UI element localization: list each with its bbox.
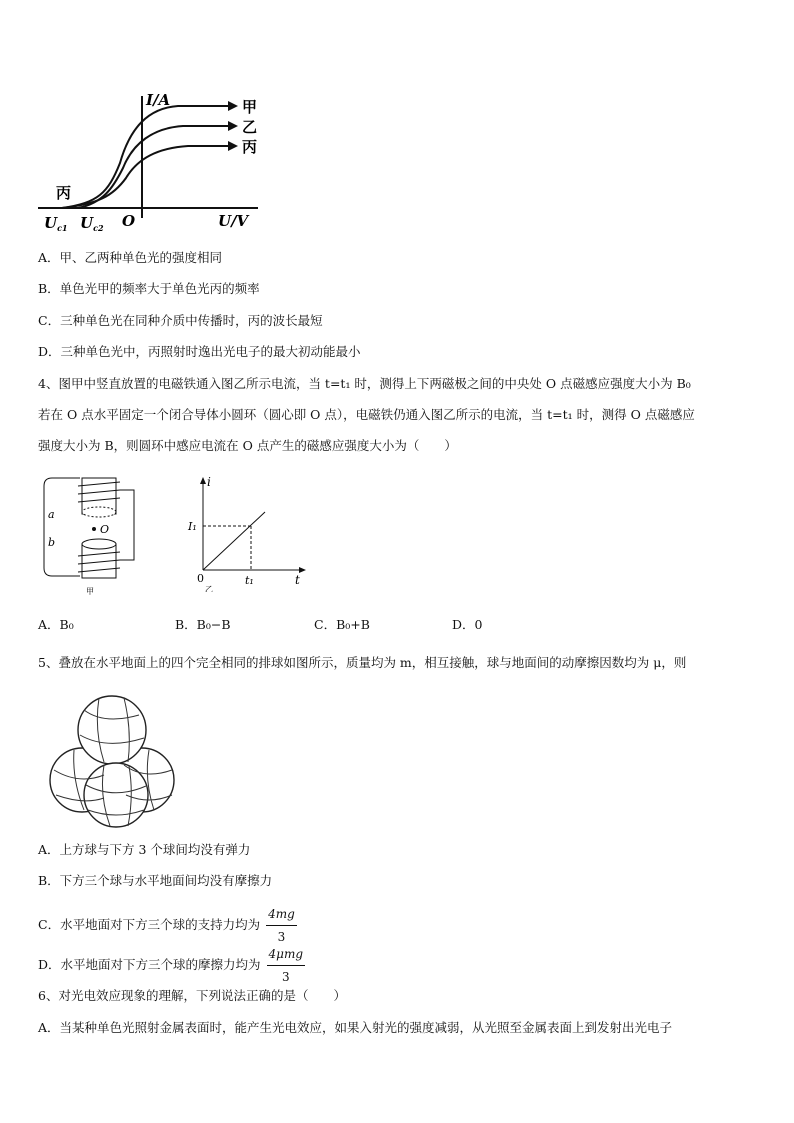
- curve-label-yi: 乙: [242, 118, 258, 136]
- q4-stem-line-2: 若在 O 点水平固定一个闭合导体小圆环（圆心即 O 点），电磁铁仍通入图乙所示的电流，当 t=t₁ 时，测得 O 点磁感应: [38, 407, 695, 422]
- q5-option-b: B．下方三个球与水平地面间均没有摩擦力: [38, 873, 273, 888]
- x-axis-label: U/V: [218, 212, 249, 230]
- fraction-denominator: 3: [281, 970, 290, 984]
- electromagnet-figure: [38, 472, 148, 597]
- q5-option-c: [38, 903, 297, 948]
- label-b: b: [48, 536, 56, 549]
- q5-option-d-fraction: [267, 943, 306, 988]
- uc2-label: $U_{c2}$: [80, 214, 104, 233]
- y-axis-label: I/A: [146, 91, 171, 109]
- point-o-label: O: [100, 523, 110, 536]
- q5-option-a: A．上方球与下方 3 个球间均没有弹力: [38, 842, 251, 857]
- fraction-numerator: 4μmg: [267, 943, 306, 966]
- q5-stem: 5、叠放在水平地面上的四个完全相同的排球如图所示，质量均为 m，相互接触，球与地面间的动摩擦因数均为 μ，则: [38, 655, 687, 670]
- uc1-label: $U_{c1}$: [44, 214, 68, 233]
- q5-option-d-text: D．水平地面对下方三个球的摩擦力均为: [38, 957, 261, 972]
- q5-option-c-text: C．水平地面对下方三个球的支持力均为: [38, 917, 261, 932]
- q4-option-c: C．B₀+B: [314, 617, 370, 632]
- curve-label-bing: 丙: [242, 138, 258, 156]
- q3-option-a: A．甲、乙两种单色光的强度相同: [38, 250, 223, 265]
- t1-label: t₁: [245, 574, 254, 587]
- q4-option-a: A．B₀: [38, 617, 74, 632]
- label-a: a: [48, 508, 55, 521]
- q6-stem: 6、对光电效应现象的理解，下列说法正确的是（ ）: [38, 988, 346, 1003]
- q6-option-a: A．当某种单色光照射金属表面时，能产生光电效应，如果入射光的强度减弱，从光照至金属表面上到发射出光电子: [38, 1020, 673, 1035]
- fraction-denominator: 3: [277, 930, 286, 944]
- i-axis-label: i: [207, 475, 211, 489]
- fig-b-caption: 乙: [205, 585, 213, 592]
- q4-option-b: B．B₀−B: [175, 617, 231, 632]
- q3-option-b: B．单色光甲的频率大于单色光丙的频率: [38, 281, 260, 296]
- q4-stem-line-3: 强度大小为 B，则圆环中感应电流在 O 点产生的磁感应强度大小为（ ）: [38, 438, 457, 453]
- volleyballs-figure: [44, 690, 179, 830]
- left-curve-label-bing: 丙: [56, 184, 72, 202]
- t-axis-label: t: [295, 573, 300, 587]
- curve-label-jia: 甲: [242, 98, 258, 116]
- fig-a-caption: 甲: [86, 587, 94, 596]
- zero-label: 0: [197, 572, 204, 585]
- origin-label: O: [122, 212, 136, 230]
- i1-label: I₁: [188, 520, 197, 533]
- q3-option-c: C．三种单色光在同种介质中传播时，丙的波长最短: [38, 313, 323, 328]
- q5-option-d: [38, 943, 305, 988]
- q4-stem-line-1: 4、图甲中竖直放置的电磁铁通入图乙所示电流，当 t=t₁ 时，测得上下两磁极之间的中央处 O 点磁感应强度大小为 B₀: [38, 376, 691, 391]
- q5-option-c-fraction: [266, 903, 297, 948]
- q4-option-d: D．0: [452, 617, 483, 632]
- fraction-numerator: 4mg: [266, 903, 297, 926]
- photoelectric-iu-graph: [38, 88, 278, 233]
- q3-option-d: D．三种单色光中，丙照射时逸出光电子的最大初动能最小: [38, 344, 361, 359]
- current-time-graph: [185, 474, 310, 592]
